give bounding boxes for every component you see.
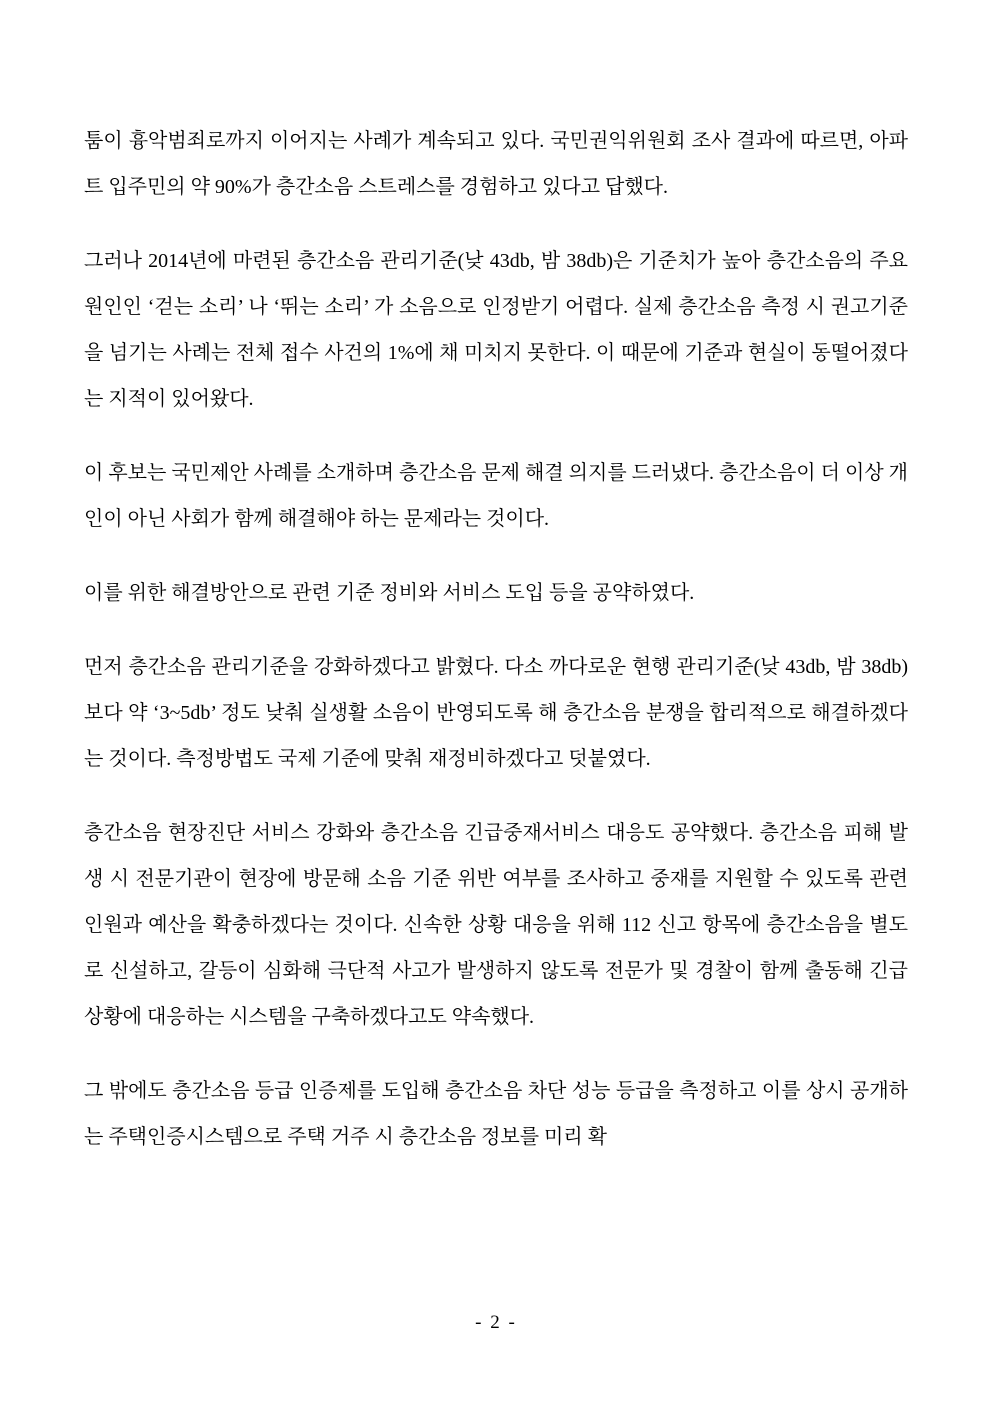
paragraph: 이 후보는 국민제안 사례를 소개하며 층간소음 문제 해결 의지를 드러냈다. 층간소음이 더 이상 개인이 아닌 사회가 함께 해결해야 하는 문제라는 것이다. <box>84 462 908 530</box>
paragraph: 먼저 층간소음 관리기준을 강화하겠다고 밝혔다. 다소 까다로운 현행 관리기준(낮 43db, 밤 38db)보다 약 ‘3~5db’ 정도 낮춰 실생활 소음이 반영되도록 해 층간소음 분쟁을 합리적으로 해결하겠다는 것이다. 측정방법도 국제 기준에 맞춰 재정비하겠다고 덧붙였다. <box>84 656 908 770</box>
document-body <box>84 118 908 1160</box>
paragraph: 이를 위한 해결방안으로 관련 기준 정비와 서비스 도입 등을 공약하였다. <box>84 582 695 604</box>
paragraph: 그러나 2014년에 마련된 층간소음 관리기준(낮 43db, 밤 38db)은 기준치가 높아 층간소음의 주요 원인인 ‘걷는 소리’ 나 ‘뛰는 소리’ 가 소음으로 인정받기 어렵다. 실제 층간소음 측정 시 권고기준을 넘기는 사례는 전체 접수 사건의 1%에 채 미치지 못한다. 이 때문에 기준과 현실이 동떨어졌다는 지적이 있어왔다. <box>84 250 908 410</box>
paragraph: 툼이 흉악범죄로까지 이어지는 사례가 계속되고 있다. 국민권익위원회 조사 결과에 따르면, 아파트 입주민의 약 90%가 층간소음 스트레스를 경험하고 있다고 답했다. <box>84 130 908 198</box>
page-number: - 2 - <box>475 1312 517 1333</box>
paragraph: 층간소음 현장진단 서비스 강화와 층간소음 긴급중재서비스 대응도 공약했다. 층간소음 피해 발생 시 전문기관이 현장에 방문해 소음 기준 위반 여부를 조사하고 중재를 지원할 수 있도록 관련 인원과 예산을 확충하겠다는 것이다. 신속한 상황 대응을 위해 112 신고 항목에 층간소음을 별도로 신설하고, 갈등이 심화해 극단적 사고가 발생하지 않도록 전문가 및 경찰이 함께 출동해 긴급 상황에 대응하는 시스템을 구축하겠다고도 약속했다. <box>84 822 908 1028</box>
paragraph: 그 밖에도 층간소음 등급 인증제를 도입해 층간소음 차단 성능 등급을 측정하고 이를 상시 공개하는 주택인증시스템으로 주택 거주 시 층간소음 정보를 미리 확 <box>84 1080 908 1148</box>
